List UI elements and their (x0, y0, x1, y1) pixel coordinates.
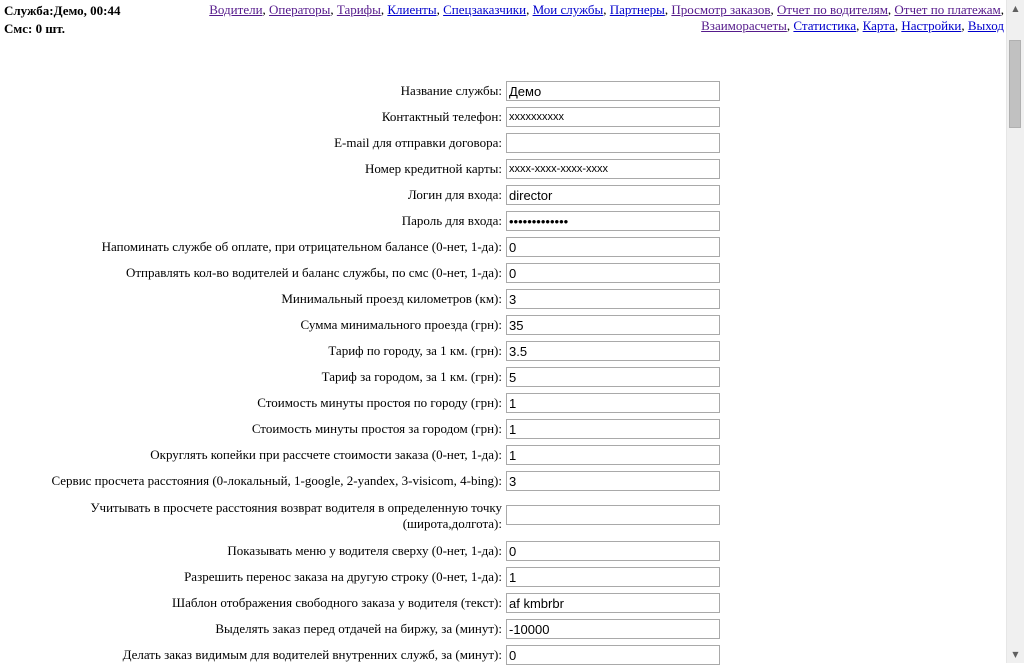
field-label: Делать заказ видимым для водителей внутренних служб, за (минут): (122, 647, 502, 662)
settings-row (0, 644, 1004, 668)
nav-link-5[interactable]: Спецзаказчики (443, 2, 527, 17)
scrollbar-thumb[interactable] (1009, 40, 1021, 128)
settings-row (0, 470, 1004, 494)
settings-row (0, 500, 1004, 531)
field-input[interactable] (506, 159, 720, 179)
field-input[interactable] (506, 133, 720, 153)
field-label: E-mail для отправки договора: (334, 135, 502, 150)
nav-separator: , (856, 18, 863, 33)
field-label: Тариф за городом, за 1 км. (грн): (321, 369, 502, 384)
field-input[interactable] (506, 263, 720, 283)
field-input[interactable] (506, 593, 720, 613)
field-label: Логин для входа: (407, 187, 502, 202)
field-input[interactable] (506, 81, 720, 101)
scroll-up-arrow-icon[interactable]: ▲ (1007, 0, 1024, 17)
settings-row (0, 184, 1004, 208)
settings-row (0, 158, 1004, 182)
field-label: Отправлять кол-во водителей и баланс службы, по смс (0-нет, 1-да): (125, 265, 502, 280)
field-input[interactable] (506, 367, 720, 387)
field-label: Тариф по городу, за 1 км. (грн): (328, 343, 502, 358)
field-label: Шаблон отображения свободного заказа у водителя (текст): (172, 595, 502, 610)
nav-separator: , (770, 2, 778, 17)
field-input[interactable] (506, 471, 720, 491)
nav-separator: , (1000, 2, 1004, 17)
vertical-scrollbar[interactable] (1006, 0, 1024, 663)
settings-row (0, 444, 1004, 468)
settings-row (0, 236, 1004, 260)
field-input[interactable] (506, 567, 720, 587)
nav-separator: , (961, 18, 968, 33)
service-status: Служба:Демо, 00:44 (4, 3, 121, 18)
field-input[interactable] (506, 185, 720, 205)
settings-row (0, 132, 1004, 156)
field-label: Название службы: (400, 83, 502, 98)
field-label: Сервис просчета расстояния (0-локальный, 1-google, 2-yandex, 3-visicom, 4-bing): (51, 473, 502, 488)
nav-link-6[interactable]: Мои службы (532, 2, 604, 17)
settings-row (0, 314, 1004, 338)
field-input[interactable] (506, 645, 720, 665)
nav-link-8[interactable]: Просмотр заказов (671, 2, 771, 17)
settings-row (0, 366, 1004, 390)
field-input[interactable] (506, 107, 720, 127)
field-label: Учитывать в просчете расстояния возврат водителя в определенную точку (широта,долгота): (90, 500, 502, 531)
field-input[interactable] (506, 289, 720, 309)
settings-row (0, 340, 1004, 364)
nav-link-11[interactable]: Взаиморасчеты (701, 18, 787, 33)
nav-separator: , (526, 2, 533, 17)
status-panel (4, 2, 120, 38)
field-input[interactable] (506, 393, 720, 413)
field-label: Показывать меню у водителя сверху (0-нет, 1-да): (227, 543, 502, 558)
field-label: Выделять заказ перед отдачей на биржу, за (минут): (215, 621, 502, 636)
field-input[interactable] (506, 315, 720, 335)
nav-separator: , (786, 18, 794, 33)
field-label: Номер кредитной карты: (365, 161, 502, 176)
nav-link-15[interactable]: Выход (967, 18, 1004, 33)
nav-separator: , (887, 2, 895, 17)
field-input[interactable] (506, 619, 720, 639)
nav-link-12[interactable]: Статистика (793, 18, 857, 33)
top-navigation (144, 2, 1004, 34)
nav-separator: , (436, 2, 444, 17)
nav-separator: , (603, 2, 610, 17)
nav-separator: , (894, 18, 902, 33)
settings-row (0, 262, 1004, 286)
nav-link-3[interactable]: Тарифы (336, 2, 381, 17)
nav-link-7[interactable]: Партнеры (609, 2, 665, 17)
scroll-down-arrow-icon[interactable]: ▼ (1007, 646, 1024, 663)
field-input[interactable] (506, 211, 720, 231)
field-label: Стоимость минуты простоя по городу (грн): (257, 395, 502, 410)
nav-separator: , (380, 2, 388, 17)
settings-row (0, 80, 1004, 104)
field-label: Напоминать службе об оплате, при отрицательном балансе (0-нет, 1-да): (101, 239, 502, 254)
field-label: Округлять копейки при рассчете стоимости заказа (0-нет, 1-да): (150, 447, 502, 462)
nav-separator: , (664, 2, 672, 17)
field-input[interactable] (506, 505, 720, 525)
field-input[interactable] (506, 341, 720, 361)
field-label: Стоимость минуты простоя за городом (грн): (251, 421, 502, 436)
settings-row (0, 288, 1004, 312)
settings-row (0, 392, 1004, 416)
sms-counter: Смс: 0 шт. (4, 21, 65, 36)
settings-row (0, 210, 1004, 234)
settings-row (0, 106, 1004, 130)
nav-link-10[interactable]: Отчет по платежам (894, 2, 1001, 17)
field-label: Минимальный проезд километров (км): (281, 291, 502, 306)
settings-row (0, 592, 1004, 616)
nav-link-4[interactable]: Клиенты (387, 2, 437, 17)
field-input[interactable] (506, 237, 720, 257)
field-input[interactable] (506, 419, 720, 439)
settings-row (0, 566, 1004, 590)
nav-separator: , (262, 2, 270, 17)
settings-row (0, 418, 1004, 442)
nav-link-9[interactable]: Отчет по водителям (777, 2, 888, 17)
settings-row (0, 540, 1004, 564)
nav-link-2[interactable]: Операторы (269, 2, 331, 17)
nav-separator: , (330, 2, 337, 17)
nav-link-14[interactable]: Настройки (901, 18, 962, 33)
settings-row (0, 618, 1004, 642)
field-label: Контактный телефон: (381, 109, 502, 124)
nav-link-1[interactable]: Водители (209, 2, 263, 17)
field-input[interactable] (506, 541, 720, 561)
field-label: Разрешить перенос заказа на другую строку (0-нет, 1-да): (184, 569, 502, 584)
field-label: Пароль для входа: (401, 213, 502, 228)
field-input[interactable] (506, 445, 720, 465)
nav-link-13[interactable]: Карта (862, 18, 895, 33)
field-label: Сумма минимального проезда (грн): (300, 317, 502, 332)
